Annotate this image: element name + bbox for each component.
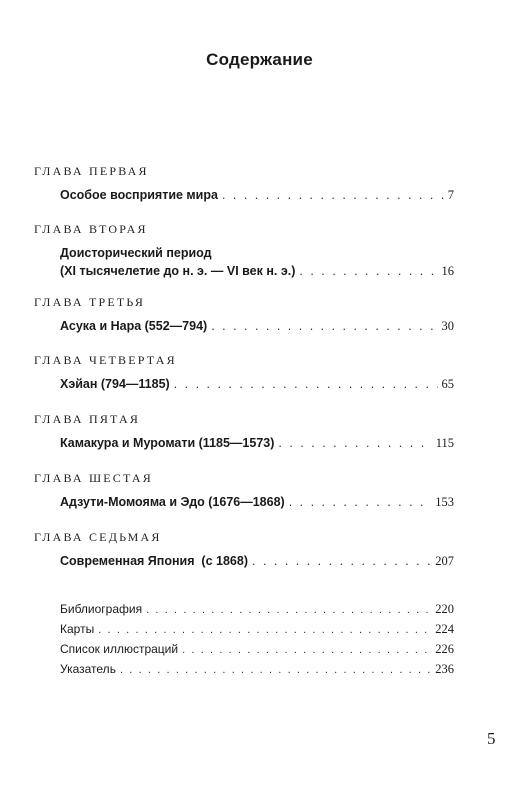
dot-leader	[98, 621, 431, 640]
page-number: 16	[441, 264, 454, 278]
page-number: 7	[447, 188, 454, 202]
page-number: 226	[435, 642, 454, 656]
chapter-title-continued: (XI тысячелетие до н. э. — VI век н. э.)	[60, 264, 296, 278]
chapter-label: ГЛАВА ЧЕТВЕРТАЯ	[34, 353, 177, 367]
dot-leader	[222, 186, 444, 204]
page-number: 207	[435, 554, 454, 568]
dot-leader	[289, 493, 432, 511]
page-number: 220	[435, 602, 454, 616]
dot-leader	[146, 601, 431, 620]
appendix-item-index	[60, 660, 454, 680]
page-number: 153	[435, 495, 454, 509]
chapter-label: ГЛАВА ПЕРВАЯ	[34, 164, 149, 178]
page-title: Содержание	[206, 50, 313, 69]
chapter-label: ГЛАВА СЕДЬМАЯ	[34, 530, 162, 544]
toc-chapter-6	[34, 470, 454, 511]
chapter-label: ГЛАВА ТРЕТЬЯ	[34, 295, 146, 309]
chapter-label: ГЛАВА ВТОРАЯ	[34, 222, 148, 236]
chapter-title: Хэйан (794—1185)	[60, 377, 170, 391]
chapter-entry	[60, 317, 454, 335]
dot-leader	[211, 317, 437, 335]
dot-leader	[252, 552, 431, 570]
appendix-item-maps	[60, 620, 454, 640]
chapter-title: Доисторический период	[60, 246, 212, 260]
chapter-entry	[60, 434, 454, 452]
toc-chapter-1	[34, 163, 454, 204]
dot-leader	[278, 434, 431, 452]
chapter-entry	[60, 493, 454, 511]
appendix-label: Библиография	[60, 602, 143, 616]
chapter-entry	[60, 244, 454, 280]
folio-page-number: 5	[487, 729, 496, 748]
appendix-label: Список иллюстраций	[60, 642, 179, 656]
chapter-entry	[60, 552, 454, 570]
page-number: 30	[441, 319, 454, 333]
dot-leader	[299, 262, 437, 280]
dot-leader	[120, 661, 431, 680]
appendix-item-bibliography	[60, 600, 454, 620]
chapter-entry	[60, 375, 454, 393]
chapter-title: Особое восприятие мира	[60, 188, 218, 202]
page-number: 65	[441, 377, 454, 391]
toc-chapter-7	[34, 529, 454, 570]
page-number: 236	[435, 662, 454, 676]
appendix-label: Указатель	[60, 662, 116, 676]
chapter-label: ГЛАВА ПЯТАЯ	[34, 412, 141, 426]
appendix-item-illustrations	[60, 640, 454, 660]
page-number: 115	[435, 436, 454, 450]
toc-chapter-5	[34, 411, 454, 452]
page-number: 224	[435, 622, 454, 636]
chapter-title: Асука и Нара (552—794)	[60, 319, 208, 333]
chapter-title: Адзути-Момояма и Эдо (1676—1868)	[60, 495, 285, 509]
toc-chapter-4	[34, 352, 454, 393]
chapter-label: ГЛАВА ШЕСТАЯ	[34, 471, 153, 485]
appendix-label: Карты	[60, 622, 95, 636]
dot-leader	[182, 641, 431, 660]
chapter-title: Камакура и Муромати (1185—1573)	[60, 436, 275, 450]
toc-chapter-2	[34, 221, 454, 280]
chapter-title: Современная Япония (с 1868)	[60, 554, 248, 568]
dot-leader	[174, 375, 438, 393]
toc-appendix	[60, 600, 454, 680]
toc-chapter-3	[34, 294, 454, 335]
chapter-entry	[60, 186, 454, 204]
